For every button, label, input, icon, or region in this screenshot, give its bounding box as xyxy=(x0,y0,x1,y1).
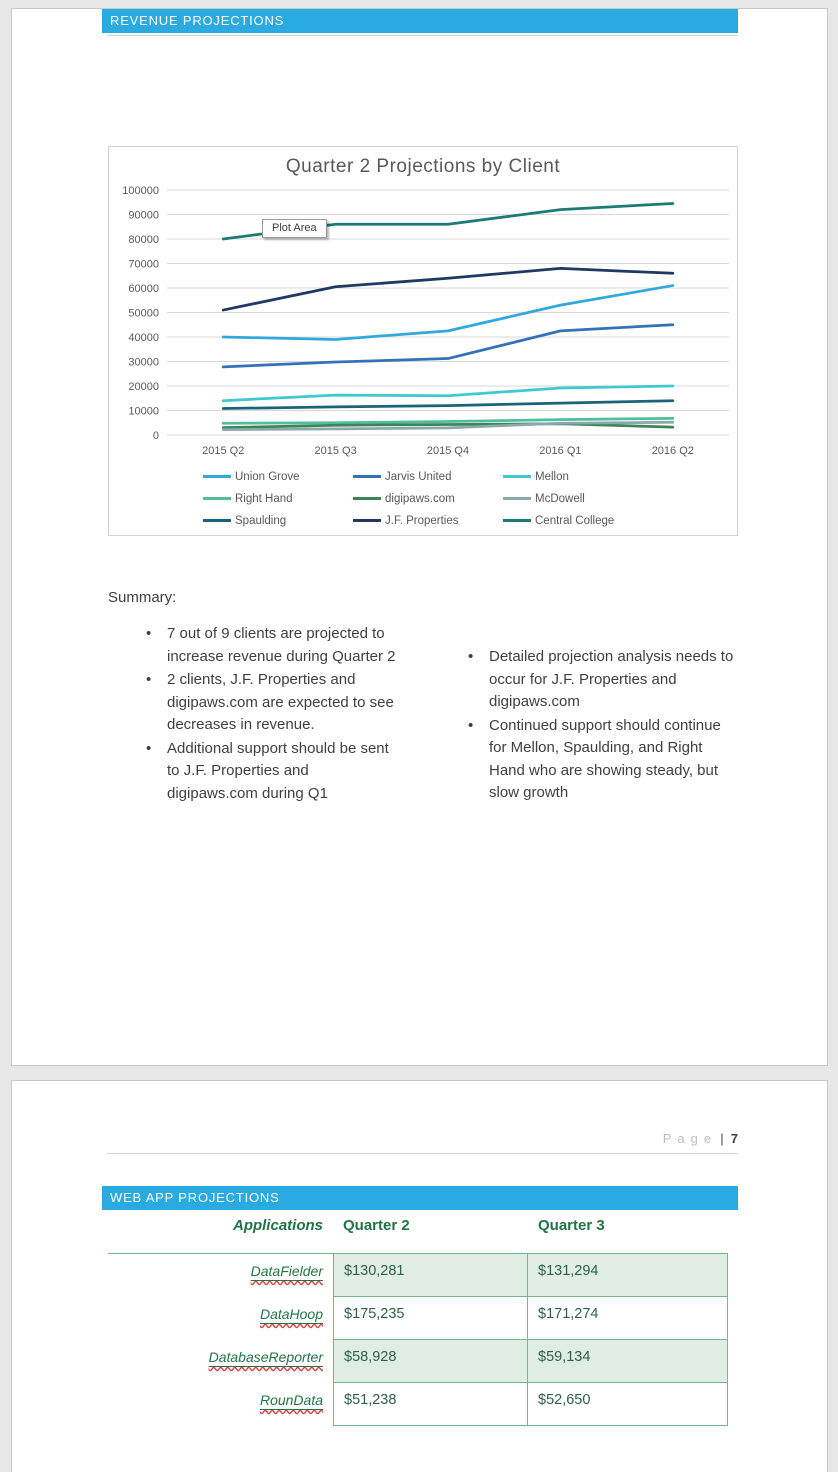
cell-quarter3-value: $52,650 xyxy=(528,1383,728,1425)
x-axis-tick-label: 2015 Q2 xyxy=(202,445,245,457)
x-axis-tick-label: 2015 Q4 xyxy=(426,445,470,457)
column-header-quarter2: Quarter 2 xyxy=(343,1217,410,1234)
legend-swatch xyxy=(503,497,531,500)
legend-label: digipaws.com xyxy=(385,492,455,505)
y-axis-tick-label: 0 xyxy=(152,430,159,442)
legend-item-mellon xyxy=(503,469,643,484)
y-axis-tick-label: 70000 xyxy=(128,258,159,271)
app-label-datahoop: DataHoop xyxy=(259,1306,323,1322)
section-banner-revenue-projections: REVENUE PROJECTIONS xyxy=(102,9,738,33)
cell-quarter2-value: $58,928 xyxy=(334,1340,528,1382)
section-banner-web-app-projections: WEB APP PROJECTIONS xyxy=(102,1186,738,1210)
app-label-databasereporter: DatabaseReporter xyxy=(208,1349,323,1365)
legend-item-right-hand xyxy=(203,491,353,506)
legend-swatch xyxy=(203,497,231,500)
y-axis-tick-label: 20000 xyxy=(128,381,159,393)
legend-swatch xyxy=(353,497,381,500)
legend-swatch xyxy=(203,475,231,478)
y-axis-tick-label: 60000 xyxy=(128,283,159,295)
summary-bullet: • Additional support should be sent to J.F. Properties and digipaws.com during Q1 xyxy=(146,738,396,806)
legend-label: Jarvis United xyxy=(385,470,452,483)
legend-item-j-f-properties xyxy=(353,513,503,528)
legend-swatch xyxy=(503,475,531,478)
summary-bullets-left xyxy=(146,623,396,806)
legend-label: J.F. Properties xyxy=(385,514,459,527)
series-line-spaulding[interactable] xyxy=(223,401,673,409)
legend-item-spaulding xyxy=(203,513,353,528)
legend-item-digipaws-com xyxy=(353,491,503,506)
table-row xyxy=(334,1297,728,1340)
legend-item-union-grove xyxy=(203,469,353,484)
y-axis-tick-label: 30000 xyxy=(128,356,159,369)
table-row xyxy=(334,1340,728,1383)
table-row xyxy=(334,1383,728,1426)
summary-bullets-right xyxy=(468,646,736,806)
y-axis-tick-label: 40000 xyxy=(128,332,159,344)
summary-bullet: • Detailed projection analysis needs to occur for J.F. Properties and digipaws.com xyxy=(468,646,736,714)
page-6 xyxy=(11,8,828,1066)
page-separator: | xyxy=(720,1131,724,1146)
chart-plot-area[interactable] xyxy=(109,177,737,469)
series-line-j-f-properties[interactable] xyxy=(223,268,673,310)
summary-heading: Summary: xyxy=(108,589,177,606)
summary-bullet: • Continued support should continue for Mellon, Spaulding, and Right Hand who are showing steady, but slow growth xyxy=(468,715,736,805)
y-axis-tick-label: 90000 xyxy=(128,209,159,222)
legend-swatch xyxy=(353,475,381,478)
legend-swatch xyxy=(503,519,531,522)
summary-bullet: • 2 clients, J.F. Properties and digipaws.com are expected to see decreases in revenue. xyxy=(146,669,396,737)
x-axis-tick-label: 2015 Q3 xyxy=(314,445,357,457)
legend-item-mcdowell xyxy=(503,491,643,506)
page-number: 7 xyxy=(730,1131,738,1146)
projections-table xyxy=(108,1253,728,1426)
chart-legend xyxy=(203,469,643,528)
app-label-roundata: RounData xyxy=(259,1392,323,1408)
y-axis-tick-label: 100000 xyxy=(122,185,159,197)
page-7-header xyxy=(107,1127,738,1154)
cell-quarter2-value: $130,281 xyxy=(334,1254,528,1296)
legend-label: McDowell xyxy=(535,492,585,505)
column-header-quarter3: Quarter 3 xyxy=(538,1217,605,1234)
legend-label: Mellon xyxy=(535,470,569,483)
legend-item-central-college xyxy=(503,513,643,528)
y-axis-tick-label: 80000 xyxy=(128,234,159,246)
y-axis-tick-label: 50000 xyxy=(128,307,159,320)
x-axis-tick-label: 2016 Q1 xyxy=(539,445,582,457)
legend-label: Spaulding xyxy=(235,514,287,527)
app-label-datafielder: DataFielder xyxy=(250,1263,323,1279)
projections-table-header xyxy=(108,1217,728,1234)
legend-label: Union Grove xyxy=(235,470,300,483)
chart-title: Quarter 2 Projections by Client xyxy=(285,156,561,177)
legend-swatch xyxy=(203,519,231,522)
x-axis-tick-label: 2016 Q2 xyxy=(651,445,694,457)
plot-area-tooltip: Plot Area xyxy=(262,219,327,238)
table-label-column xyxy=(108,1254,333,1426)
summary-bullet: • 7 out of 9 clients are projected to increase revenue during Quarter 2 xyxy=(146,623,396,668)
cell-quarter2-value: $51,238 xyxy=(334,1383,528,1425)
revenue-chart[interactable] xyxy=(108,146,738,536)
cell-quarter3-value: $171,274 xyxy=(528,1297,728,1339)
series-line-mellon[interactable] xyxy=(223,386,673,401)
page-7 xyxy=(11,1080,828,1472)
page-word: Page xyxy=(662,1131,718,1146)
legend-item-jarvis-united xyxy=(353,469,503,484)
cell-quarter3-value: $131,294 xyxy=(528,1254,728,1296)
cell-quarter3-value: $59,134 xyxy=(528,1340,728,1382)
cell-quarter2-value: $175,235 xyxy=(334,1297,528,1339)
legend-label: Right Hand xyxy=(235,492,293,505)
table-row xyxy=(334,1254,728,1297)
legend-label: Central College xyxy=(535,514,615,527)
column-header-applications: Applications xyxy=(232,1217,323,1234)
y-axis-tick-label: 10000 xyxy=(128,405,159,418)
legend-swatch xyxy=(353,519,381,522)
table-data-grid xyxy=(333,1254,728,1426)
